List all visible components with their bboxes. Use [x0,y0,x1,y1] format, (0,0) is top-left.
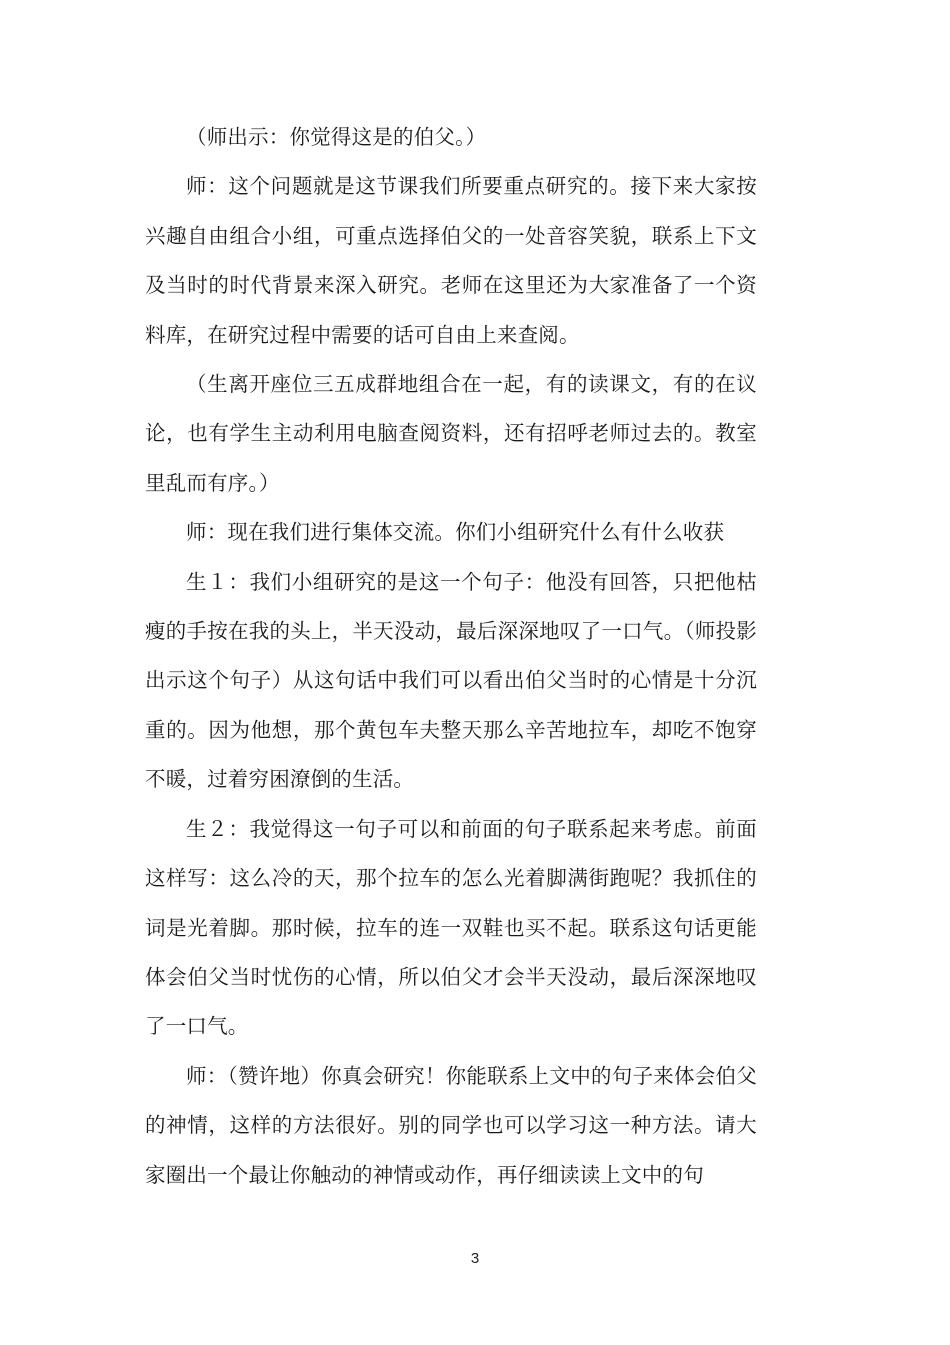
paragraph-students-group-activity: （生离开座位三五成群地组合在一起，有的读课文，有的在议论，也有学生主动利用电脑查阅资料，还有招呼老师过去的。教室里乱而有序。） [145,372,757,495]
body-text [145,113,757,1200]
paragraph-teacher-group-research: 师：这个问题就是这节课我们所要重点研究的。接下来大家按兴趣自由组合小组，可重点选择伯父的一处音容笑貌，联系上下文及当时的时代背景来深入研究。老师在这里还为大家准备了一个资料库，在研究过程中需要的话可自由上来查阅。 [145,174,757,347]
paragraph-student-2: 生２：我觉得这一句子可以和前面的句子联系起来考虑。前面这样写：这么冷的天，那个拉车的怎么光着脚满街跑呢？我抓住的词是光着脚。那时候，拉车的连一双鞋也买不起。联系这句话更能体会伯父当时忧伤的心情，所以伯父才会半天没动，最后深深地叹了一口气。 [145,816,757,1039]
paragraph-teacher-praise: 师：（赞许地）你真会研究！你能联系上文中的句子来体会伯父的神情，这样的方法很好。别的同学也可以学习这一种方法。请大家圈出一个最让你触动的神情或动作，再仔细读读上文中的句 [145,1063,757,1187]
paragraph-teacher-collective-exchange: 师：现在我们进行集体交流。你们小组研究什么有什么收获 [186,520,725,545]
paragraph-student-1: 生１：我们小组研究的是这一个句子：他没有回答，只把他枯瘦的手按在我的头上，半天没动，最后深深地叹了一口气。（师投影出示这个句子）从这句话中我们可以看出伯父当时的心情是十分沉重的。因为他想，那个黄包车夫整天那么辛苦地拉车，却吃不饱穿不暖，过着穷困潦倒的生活。 [145,569,757,792]
page-number: 3 [470,1250,480,1267]
paragraph-teacher-shows-question: （师出示：你觉得这是的伯父。） [186,125,487,149]
